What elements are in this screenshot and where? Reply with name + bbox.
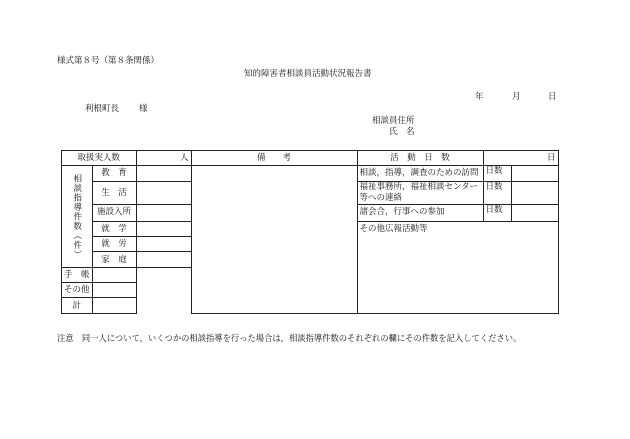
- row-label-school: 就 学: [92, 221, 136, 236]
- name-label: 氏 名: [389, 127, 415, 137]
- activity-contact-unit: 日数: [483, 181, 511, 204]
- activity-meeting-unit: 日数: [483, 204, 511, 221]
- persons-unit: 人: [180, 153, 189, 164]
- activity-meeting-text: 諸会合，行事への参加: [357, 204, 483, 221]
- recipient-honorific: 様: [139, 104, 148, 114]
- activity-contact-input[interactable]: [511, 181, 558, 204]
- activity-visit-text: 相談，指導，調査のための訪問: [357, 166, 483, 181]
- count-input-work[interactable]: [136, 237, 191, 252]
- days-unit: 日: [547, 153, 556, 164]
- address-label: 相談員住所: [372, 116, 415, 126]
- count-input-education[interactable]: [136, 166, 191, 181]
- row-label-work: 就 労: [92, 237, 136, 252]
- group-label: 相談指導件数（件）: [62, 166, 93, 267]
- header-cases: 取扱実人数: [62, 151, 137, 166]
- row-label-handbook: 手 帳: [62, 267, 93, 282]
- count-input-handbook[interactable]: [92, 267, 136, 282]
- activity-meeting-input[interactable]: [511, 204, 558, 221]
- count-input-facility[interactable]: [136, 204, 191, 221]
- row-label-other: その他: [62, 283, 93, 298]
- other-activities-label: その他広報活動等: [359, 223, 428, 234]
- activity-days-input[interactable]: [483, 151, 558, 166]
- table-header-row: [62, 151, 559, 166]
- count-input-life[interactable]: [136, 181, 191, 204]
- count-input-family[interactable]: [136, 252, 191, 267]
- form-title: 知的障害者相談員活動状況報告書: [244, 69, 372, 79]
- count-input-school[interactable]: [136, 221, 191, 236]
- header-activity-days: 活 動 日 数: [357, 151, 483, 166]
- other-activities[interactable]: [357, 221, 558, 313]
- header-remarks: 備 考: [191, 151, 357, 166]
- date-month: 月: [512, 92, 521, 102]
- row-label-family: 家 庭: [92, 252, 136, 267]
- row-label-total: 計: [62, 298, 93, 313]
- remarks-input[interactable]: [191, 166, 357, 313]
- row-label-life: 生 活: [92, 181, 136, 204]
- activity-visit-unit: 日数: [483, 166, 511, 181]
- note: 注意 同一人について，いくつかの相談指導を行った場合は，相談指導件数のそれぞれの欄にその件数を記入してください。: [57, 333, 522, 343]
- date-day: 日: [548, 92, 557, 102]
- count-input-total[interactable]: [92, 298, 136, 313]
- activity-contact-text: 福祉事務所，福祉相談センター等への連絡: [357, 181, 483, 204]
- persons-input[interactable]: [136, 151, 191, 166]
- row-label-facility: 施設入所: [92, 204, 136, 221]
- count-input-other[interactable]: [92, 283, 136, 298]
- date-year: 年: [475, 92, 484, 102]
- form-number: 様式第８号（第８条関係）: [57, 56, 160, 66]
- row-label-education: 教 育: [92, 166, 136, 181]
- activity-visit-input[interactable]: [511, 166, 558, 181]
- recipient: 利根町長: [85, 104, 120, 114]
- report-table: [61, 150, 559, 314]
